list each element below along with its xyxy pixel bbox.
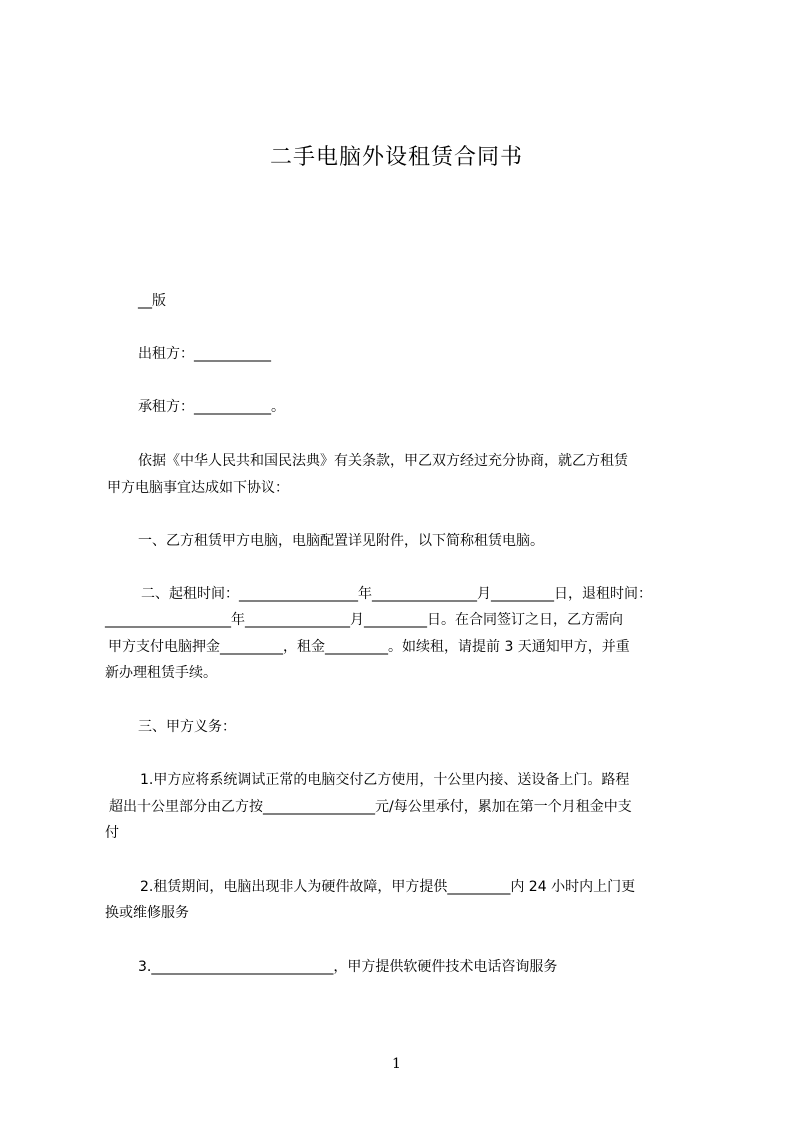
clause-1: 一、乙方租赁甲方电脑，电脑配置详见附件，以下简称租赁电脑。 <box>138 533 544 549</box>
intro-line-2: 甲方电脑事宜达成如下协议： <box>107 480 289 496</box>
document-title: 二手电脑外设租赁合同书 <box>269 145 523 170</box>
clause-2-line-3: 甲方支付电脑押金_________，租金_________。如续租，请提前 3 天通知甲方，并重 <box>108 639 630 655</box>
clause-2-line-4: 新办理租赁手续。 <box>105 665 217 681</box>
edition-line: __版 <box>138 293 166 309</box>
item-2-line-2: 换或维修服务 <box>105 905 189 921</box>
page-number: 1 <box>392 1056 401 1072</box>
clause-2-line-1: 二、起租时间：_________________年_______________月_________日，退租时间： <box>141 586 652 602</box>
clause-3-heading: 三、甲方义务： <box>138 719 236 735</box>
item-1-line-2: 超出十公里部分由乙方按________________元/每公里承付，累加在第一个月租金中支 <box>109 799 632 815</box>
lessee-line: 承租方：___________。 <box>138 399 285 415</box>
item-2-line-1: 2.租赁期间，电脑出现非人为硬件故障，甲方提供_________内 24 小时内上门更 <box>140 879 636 895</box>
intro-line-1: 依据《中华人民共和国民法典》有关条款，甲乙双方经过充分协商，就乙方租赁 <box>138 453 628 469</box>
clause-2-line-2: __________________年_______________月_________日。在合同签订之日，乙方需向 <box>105 612 623 628</box>
lessor-line: 出租方：___________ <box>138 346 271 362</box>
item-3: 3.__________________________，甲方提供软硬件技术电话咨询服务 <box>138 959 558 975</box>
item-1-line-3: 付 <box>105 825 119 841</box>
item-1-line-1: 1.甲方应将系统调试正常的电脑交付乙方使用，十公里内接、送设备上门。路程 <box>140 772 630 788</box>
